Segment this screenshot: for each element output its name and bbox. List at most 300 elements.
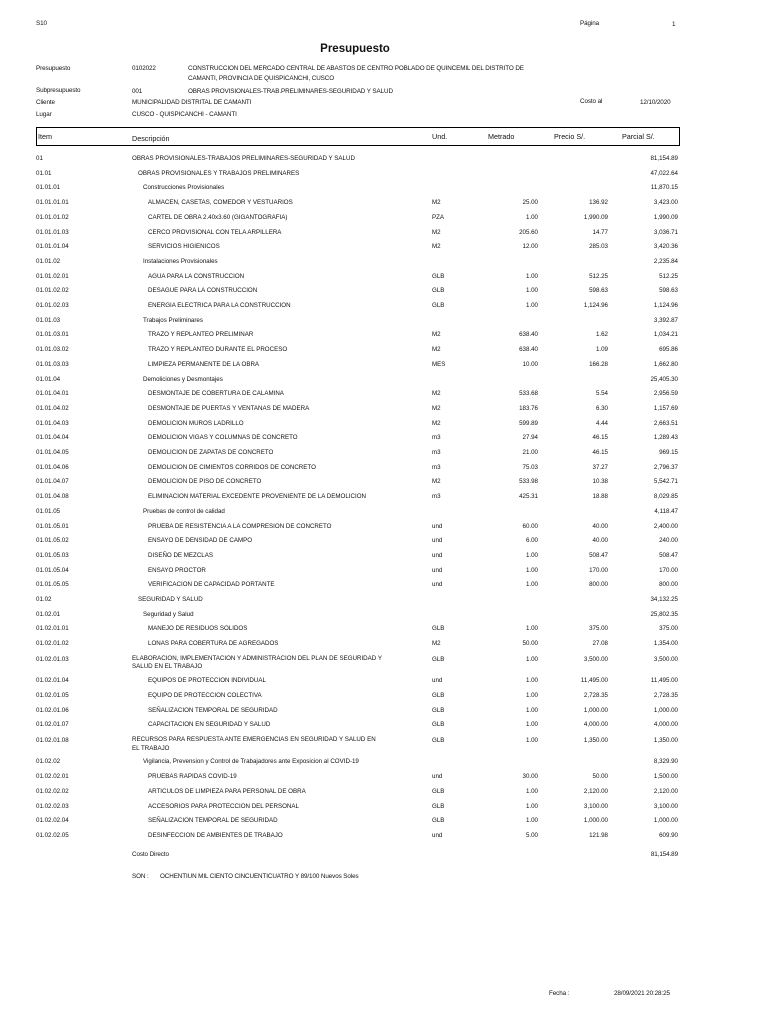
cell-parcial: 2,728.35 xyxy=(653,691,678,699)
cell-metrado: 1.00 xyxy=(525,551,538,559)
cell-item: 01.02.02.02 xyxy=(36,787,69,795)
cell-und: GLB xyxy=(432,737,445,744)
table-header-bottom-border xyxy=(36,145,680,146)
cell-metrado: 1.00 xyxy=(525,272,538,280)
cell-metrado: 183.76 xyxy=(519,404,538,412)
col-header-parcial: Parcial S/. xyxy=(622,132,655,141)
table-row xyxy=(0,677,768,692)
table-row xyxy=(0,567,768,582)
table-row xyxy=(0,273,768,288)
cell-parcial: 25,405.30 xyxy=(650,375,678,383)
son-label: SON : xyxy=(132,873,149,880)
cliente-value: MUNICIPALIDAD DISTRITAL DE CAMANTI xyxy=(132,99,252,106)
cell-und: M2 xyxy=(432,640,441,648)
cell-und: und xyxy=(432,581,443,589)
cell-metrado: 1.00 xyxy=(525,581,538,589)
cell-und: M2 xyxy=(432,331,441,339)
cell-und: und xyxy=(432,677,443,685)
cell-descripcion: ENSAYO DE DENSIDAD DE CAMPO xyxy=(148,537,253,545)
table-row xyxy=(0,736,768,751)
costo-directo-label: Costo Directo xyxy=(132,851,169,858)
cell-descripcion: TRAZO Y REPLANTEO DURANTE EL PROCESO xyxy=(148,346,288,354)
cell-parcial: 8,029.85 xyxy=(653,493,678,501)
table-row xyxy=(0,464,768,479)
cell-precio: 285.03 xyxy=(589,243,608,251)
cell-parcial: 2,796.37 xyxy=(653,463,678,471)
cell-item: 01.02.01.04 xyxy=(36,677,69,685)
cell-und: M2 xyxy=(432,478,441,486)
cell-precio: 6.30 xyxy=(595,404,608,412)
cell-item: 01.01.01 xyxy=(36,184,61,192)
fecha-value: 28/09/2021 20:28:25 xyxy=(614,990,670,997)
cell-precio: 18.88 xyxy=(592,493,608,501)
cell-und: GLB xyxy=(432,655,445,663)
subpresupuesto-label: Subpresupuesto xyxy=(36,87,81,94)
table-row xyxy=(0,640,768,655)
cell-item: 01 xyxy=(36,155,43,162)
cell-precio: 800.00 xyxy=(589,581,608,589)
cell-und: M2 xyxy=(432,390,441,398)
table-row xyxy=(0,229,768,244)
cell-descripcion: EQUIPO DE PROTECCION COLECTIVA xyxy=(148,691,262,699)
cell-und: und xyxy=(432,551,443,559)
table-row xyxy=(0,611,768,626)
fecha-label: Fecha : xyxy=(549,990,570,997)
cell-und: PZA xyxy=(432,213,445,221)
table-row xyxy=(0,508,768,523)
son-text: OCHENTIUN MIL CIENTO CINCUENTICUATRO Y 89/100 Nuevos Soles xyxy=(160,873,359,880)
cell-und: GLB xyxy=(432,721,445,729)
cell-und: und xyxy=(432,831,443,839)
cell-precio: 40.00 xyxy=(592,537,608,545)
cell-precio: 10.38 xyxy=(592,478,608,486)
cell-parcial: 512.25 xyxy=(659,272,678,280)
table-row xyxy=(0,707,768,722)
col-header-metrado: Metrado xyxy=(488,132,515,141)
presupuesto-label: Presupuesto xyxy=(36,65,71,72)
cell-item: 01.01.05.03 xyxy=(36,551,69,559)
table-row xyxy=(0,155,768,170)
cell-item: 01.02.02 xyxy=(36,758,61,766)
cell-parcial: 1,354.00 xyxy=(653,640,678,648)
cell-metrado: 10.00 xyxy=(522,360,538,368)
cell-metrado: 1.00 xyxy=(525,787,538,795)
cell-parcial: 34,132.25 xyxy=(650,596,678,603)
cell-descripcion: DEMOLICION MUROS LADRILLO xyxy=(148,419,244,427)
cell-und: M2 xyxy=(432,346,441,354)
cell-descripcion: OBRAS PROVISIONALES Y TRABAJOS PRELIMINARES xyxy=(138,169,300,177)
cell-parcial: 375.00 xyxy=(659,625,678,633)
cell-und: GLB xyxy=(432,691,445,699)
cell-item: 01.01.03.02 xyxy=(36,346,69,354)
page-label: Página xyxy=(580,20,600,27)
cell-item: 01.02.01.06 xyxy=(36,706,69,714)
cell-descripcion: RECURSOS PARA RESPUESTA ANTE EMERGENCIAS EN SEGURIDAD Y SALUD EN EL TRABAJO xyxy=(132,736,376,752)
page-number: 1 xyxy=(672,21,676,28)
table-row xyxy=(0,331,768,346)
table-row xyxy=(0,302,768,317)
cell-item: 01.01.02.02 xyxy=(36,287,69,295)
cell-item: 01.01.01.04 xyxy=(36,243,69,251)
cell-item: 01.02.01.03 xyxy=(36,655,69,663)
cell-precio: 166.28 xyxy=(589,360,608,368)
cell-item: 01.01.05.02 xyxy=(36,537,69,545)
cell-item: 01.01.04.07 xyxy=(36,478,69,486)
cell-parcial: 1,000.00 xyxy=(653,817,678,825)
cell-precio: 1,000.00 xyxy=(583,817,608,825)
table-row xyxy=(0,625,768,640)
cell-precio: 1,124.96 xyxy=(583,302,608,309)
cell-parcial: 2,120.00 xyxy=(653,787,678,795)
table-row xyxy=(0,817,768,832)
cell-und: M2 xyxy=(432,243,441,251)
cell-parcial: 2,400.00 xyxy=(653,522,678,530)
cell-descripcion: DESMONTAJE DE PUERTAS Y VENTANAS DE MADERA xyxy=(148,404,310,412)
presupuesto-code: 0102022 xyxy=(132,65,156,72)
table-row xyxy=(0,832,768,847)
cell-parcial: 1,157.69 xyxy=(653,404,678,412)
cell-parcial: 3,423.00 xyxy=(653,199,678,207)
cell-metrado: 638.40 xyxy=(519,346,538,354)
cell-descripcion: OBRAS PROVISIONALES-TRABAJOS PRELIMINARES-SEGURIDAD Y SALUD xyxy=(132,155,355,162)
cell-descripcion: ELABORACION, IMPLEMENTACION Y ADMINISTRACION DEL PLAN DE SEGURIDAD Y SALUD EN EL TRABAJO xyxy=(132,654,382,671)
col-header-descripcion: Descripción xyxy=(132,134,170,143)
cell-precio: 1,350.00 xyxy=(583,737,608,744)
page-title: Presupuesto xyxy=(320,43,390,55)
cell-item: 01.01.05.01 xyxy=(36,522,69,530)
cell-descripcion: ELIMINACION MATERIAL EXCEDENTE PROVENIENTE DE LA DEMOLICION xyxy=(148,493,366,501)
cell-parcial: 695.86 xyxy=(659,346,678,354)
cell-item: 01.01.01.03 xyxy=(36,228,69,236)
table-row xyxy=(0,199,768,214)
table-row xyxy=(0,376,768,391)
table-row xyxy=(0,405,768,420)
cell-parcial: 609.90 xyxy=(659,831,678,839)
presupuesto-desc-1: CONSTRUCCION DEL MERCADO CENTRAL DE ABASTOS DE CENTRO POBLADO DE QUINCEMIL DEL DISTRITO DE xyxy=(188,65,524,72)
cell-precio: 27.08 xyxy=(592,640,608,648)
cell-descripcion: ENERGIA ELECTRICA PARA LA CONSTRUCCION xyxy=(148,302,291,309)
cell-metrado: 1.00 xyxy=(525,213,538,221)
cell-und: und xyxy=(432,773,443,781)
cell-descripcion: Construcciones Provisionales xyxy=(143,184,225,192)
cell-parcial: 3,100.00 xyxy=(653,802,678,810)
table-row xyxy=(0,420,768,435)
cell-und: GLB xyxy=(432,706,445,714)
cell-parcial: 8,329.90 xyxy=(653,758,678,766)
cell-parcial: 25,802.35 xyxy=(650,610,678,618)
cell-metrado: 5.00 xyxy=(525,831,538,839)
cell-parcial: 1,500.00 xyxy=(653,773,678,781)
table-row xyxy=(0,184,768,199)
cell-item: 01.01.05.04 xyxy=(36,566,69,574)
cell-precio: 598.63 xyxy=(589,287,608,295)
cell-metrado: 50.00 xyxy=(522,640,538,648)
table-row xyxy=(0,721,768,736)
cell-descripcion: DEMOLICION DE PISO DE CONCRETO xyxy=(148,478,262,486)
cell-und: GLB xyxy=(432,817,445,825)
costo-directo-value: 81,154.89 xyxy=(650,851,678,858)
cell-item: 01.01.04.06 xyxy=(36,463,69,471)
cell-metrado: 205.60 xyxy=(519,228,538,236)
cell-und: GLB xyxy=(432,787,445,795)
cell-und: M2 xyxy=(432,199,441,207)
cell-descripcion: CERCO PROVISIONAL CON TELA ARPILLERA xyxy=(148,228,282,236)
cell-descripcion: DEMOLICION DE ZAPATAS DE CONCRETO xyxy=(148,449,274,456)
cell-parcial: 1,000.00 xyxy=(653,706,678,714)
table-row xyxy=(0,581,768,596)
cell-metrado: 1.00 xyxy=(525,287,538,295)
cell-item: 01.02.01.08 xyxy=(36,737,69,744)
cell-item: 01.02.02.01 xyxy=(36,773,69,781)
cell-item: 01.01 xyxy=(36,169,52,177)
cell-descripcion: LIMPIEZA PERMANENTE DE LA OBRA xyxy=(148,360,260,368)
cell-item: 01.01.04.04 xyxy=(36,434,69,442)
cell-metrado: 425.31 xyxy=(519,493,538,501)
cell-item: 01.01.03.01 xyxy=(36,331,69,339)
table-row xyxy=(0,478,768,493)
cell-descripcion: DEMOLICION DE CIMIENTOS CORRIDOS DE CONCRETO xyxy=(148,463,316,471)
cell-item: 01.01.04 xyxy=(36,375,61,383)
cell-parcial: 81,154.89 xyxy=(650,155,678,162)
cell-precio: 46.15 xyxy=(592,449,608,456)
cell-descripcion: Instalaciones Provisionales xyxy=(143,257,218,265)
cell-parcial: 11,495.00 xyxy=(650,677,678,685)
cell-descripcion: ACCESORIOS PARA PROTECCION DEL PERSONAL xyxy=(148,802,299,810)
cell-parcial: 1,662.80 xyxy=(653,360,678,368)
cell-und: GLB xyxy=(432,802,445,810)
cell-item: 01.01.05 xyxy=(36,507,61,515)
cell-precio: 508.47 xyxy=(589,551,608,559)
cell-precio: 40.00 xyxy=(592,522,608,530)
cell-descripcion: SEÑALIZACION TEMPORAL DE SEGURIDAD xyxy=(148,706,278,714)
table-row xyxy=(0,361,768,376)
cell-parcial: 2,956.59 xyxy=(653,390,678,398)
cell-metrado: 12.00 xyxy=(522,243,538,251)
cell-metrado: 1.00 xyxy=(525,817,538,825)
costo-al-label: Costo al xyxy=(580,98,603,105)
cell-parcial: 969.15 xyxy=(659,449,678,456)
cell-metrado: 533.98 xyxy=(519,478,538,486)
cell-precio: 375.00 xyxy=(589,625,608,633)
cell-precio: 512.25 xyxy=(589,272,608,280)
table-row xyxy=(0,346,768,361)
cell-precio: 1.62 xyxy=(595,331,608,339)
table-row xyxy=(0,788,768,803)
cell-precio: 1,000.00 xyxy=(583,706,608,714)
cell-item: 01.01.01.01 xyxy=(36,199,69,207)
table-row xyxy=(0,803,768,818)
cell-parcial: 11,870.15 xyxy=(650,184,678,192)
cell-metrado: 1.00 xyxy=(525,625,538,633)
cliente-label: Cliente xyxy=(36,99,55,106)
cell-descripcion: SEÑALIZACION TEMPORAL DE SEGURIDAD xyxy=(148,817,278,825)
table-row xyxy=(0,258,768,273)
cell-descripcion: CARTEL DE OBRA 2.40x3.60 (GIGANTOGRAFIA) xyxy=(148,213,288,221)
s10-label: S10 xyxy=(36,20,47,27)
col-header-item: Item xyxy=(38,132,52,141)
cell-parcial: 800.00 xyxy=(659,581,678,589)
cell-parcial: 1,034.21 xyxy=(653,331,678,339)
presupuesto-desc-2: CAMANTI, PROVINCIA DE QUISPICANCHI, CUSCO xyxy=(188,75,334,82)
cell-descripcion: EQUIPOS DE PROTECCION INDIVIDUAL xyxy=(148,677,266,685)
cell-metrado: 1.00 xyxy=(525,737,538,744)
table-row xyxy=(0,449,768,464)
cell-precio: 3,500.00 xyxy=(583,655,608,663)
cell-item: 01.01.04.01 xyxy=(36,390,69,398)
cell-item: 01.02.01.02 xyxy=(36,640,69,648)
cell-descripcion: Seguridad y Salud xyxy=(143,610,194,618)
table-row xyxy=(0,317,768,332)
cell-metrado: 1.00 xyxy=(525,302,538,309)
cell-parcial: 170.00 xyxy=(659,566,678,574)
table-row xyxy=(0,523,768,538)
cell-metrado: 1.00 xyxy=(525,677,538,685)
cell-item: 01.01.02.01 xyxy=(36,272,69,280)
cell-precio: 1,990.09 xyxy=(583,213,608,221)
costo-al-date: 12/10/2020 xyxy=(640,99,671,106)
cell-parcial: 1,350.00 xyxy=(653,737,678,744)
cell-item: 01.01.04.08 xyxy=(36,493,69,501)
cell-item: 01.01.04.03 xyxy=(36,419,69,427)
table-row xyxy=(0,170,768,185)
table-row xyxy=(0,758,768,773)
cell-und: MES xyxy=(432,360,446,368)
cell-item: 01.01.02.03 xyxy=(36,302,69,309)
cell-precio: 4,000.00 xyxy=(583,721,608,729)
cell-parcial: 3,420.36 xyxy=(653,243,678,251)
lugar-value: CUSCO - QUISPICANCHI - CAMANTI xyxy=(132,111,237,118)
table-header-left-border xyxy=(36,127,37,145)
cell-und: GLB xyxy=(432,287,445,295)
cell-und: und xyxy=(432,522,443,530)
cell-und: m3 xyxy=(432,434,441,442)
table-row xyxy=(0,596,768,611)
table-row xyxy=(0,773,768,788)
cell-metrado: 1.00 xyxy=(525,655,538,663)
cell-und: GLB xyxy=(432,302,445,309)
table-row xyxy=(0,434,768,449)
cell-descripcion: LONAS PARA COBERTURA DE AGREGADOS xyxy=(148,640,279,648)
cell-metrado: 6.00 xyxy=(525,537,538,545)
cell-metrado: 30.00 xyxy=(522,773,538,781)
table-header-top-border xyxy=(36,127,680,128)
cell-item: 01.02.02.04 xyxy=(36,817,69,825)
cell-item: 01.02.01.07 xyxy=(36,721,69,729)
cell-item: 01.01.05.05 xyxy=(36,581,69,589)
cell-parcial: 3,500.00 xyxy=(653,655,678,663)
cell-item: 01.02.01.01 xyxy=(36,625,69,633)
cell-item: 01.01.03.03 xyxy=(36,360,69,368)
cell-parcial: 47,022.64 xyxy=(650,169,678,177)
cell-item: 01.01.02 xyxy=(36,257,61,265)
table-row xyxy=(0,537,768,552)
cell-parcial: 1,289.43 xyxy=(653,434,678,442)
cell-parcial: 598.63 xyxy=(659,287,678,295)
cell-und: GLB xyxy=(432,272,445,280)
subpresupuesto-code: 001 xyxy=(132,88,143,95)
cell-und: und xyxy=(432,566,443,574)
cell-precio: 5.54 xyxy=(595,390,608,398)
cell-precio: 46.15 xyxy=(592,434,608,442)
cell-descripcion: DESAGUE PARA LA CONSTRUCCION xyxy=(148,287,258,295)
cell-metrado: 21.00 xyxy=(522,449,538,456)
table-row xyxy=(0,390,768,405)
cell-precio: 121.98 xyxy=(589,831,608,839)
cell-precio: 3,100.00 xyxy=(583,802,608,810)
cell-und: GLB xyxy=(432,625,445,633)
cell-item: 01.02 xyxy=(36,596,52,603)
cell-descripcion: ALMACEN, CASETAS, COMEDOR Y VESTUARIOS xyxy=(148,199,293,207)
table-row xyxy=(0,655,768,670)
table-row xyxy=(0,552,768,567)
cell-metrado: 25.00 xyxy=(522,199,538,207)
cell-descripcion: AGUA PARA LA CONSTRUCCION xyxy=(148,272,245,280)
cell-item: 01.01.04.02 xyxy=(36,404,69,412)
table-row xyxy=(0,214,768,229)
cell-descripcion: DEMOLICION VIGAS Y COLUMNAS DE CONCRETO xyxy=(148,434,298,442)
cell-metrado: 1.00 xyxy=(525,691,538,699)
cell-item: 01.01.04.05 xyxy=(36,449,69,456)
cell-parcial: 3,392.87 xyxy=(653,316,678,324)
cell-item: 01.02.02.03 xyxy=(36,802,69,810)
cell-descripcion: PRUEBAS RAPIDAS COVID-19 xyxy=(148,773,237,781)
cell-parcial: 4,118.47 xyxy=(654,507,678,515)
cell-parcial: 5,542.71 xyxy=(653,478,678,486)
lugar-label: Lugar xyxy=(36,111,52,118)
cell-descripcion: ARTICULOS DE LIMPIEZA PARA PERSONAL DE OBRA xyxy=(148,787,306,795)
cell-descripcion: TRAZO Y REPLANTEO PRELIMINAR xyxy=(148,331,254,339)
cell-metrado: 1.00 xyxy=(525,566,538,574)
cell-precio: 14.77 xyxy=(592,228,608,236)
table-row xyxy=(0,243,768,258)
table-row xyxy=(0,287,768,302)
cell-parcial: 2,663.51 xyxy=(653,419,678,427)
col-header-precio: Precio S/. xyxy=(554,132,586,141)
cell-descripcion: PRUEBA DE RESISTENCIA A LA COMPRESION DE CONCRETO xyxy=(148,522,332,530)
cell-descripcion: Pruebas de control de calidad xyxy=(143,507,225,515)
cell-precio: 1.09 xyxy=(595,346,608,354)
cell-precio: 4.44 xyxy=(595,419,608,427)
table-header-right-border xyxy=(679,127,680,145)
cell-metrado: 1.00 xyxy=(525,721,538,729)
cell-metrado: 599.89 xyxy=(519,419,538,427)
cell-und: m3 xyxy=(432,493,441,501)
cell-parcial: 1,124.96 xyxy=(653,302,678,309)
cell-parcial: 4,000.00 xyxy=(653,721,678,729)
cell-item: 01.02.01 xyxy=(36,610,61,618)
cell-parcial: 2,235.84 xyxy=(653,257,678,265)
cell-metrado: 638.40 xyxy=(519,331,538,339)
cell-precio: 2,728.35 xyxy=(583,691,608,699)
cell-und: M2 xyxy=(432,419,441,427)
cell-descripcion: CAPACITACION EN SEGURIDAD Y SALUD xyxy=(148,721,271,729)
cell-und: und xyxy=(432,537,443,545)
cell-precio: 37.27 xyxy=(592,463,608,471)
cell-descripcion: VERIFICACION DE CAPACIDAD PORTANTE xyxy=(148,581,275,589)
table-row xyxy=(0,692,768,707)
cell-precio: 2,120.00 xyxy=(583,787,608,795)
cell-precio: 50.00 xyxy=(592,773,608,781)
cell-metrado: 533.68 xyxy=(519,390,538,398)
cell-item: 01.01.01.02 xyxy=(36,213,69,221)
col-header-und: Und. xyxy=(432,132,448,141)
cell-metrado: 1.00 xyxy=(525,706,538,714)
cell-parcial: 240.00 xyxy=(659,537,678,545)
cell-item: 01.02.01.05 xyxy=(36,691,69,699)
cell-descripcion: Trabajos Preliminares xyxy=(143,316,203,324)
cell-descripcion: MANEJO DE RESIDUOS SOLIDOS xyxy=(148,625,248,633)
table-row xyxy=(0,493,768,508)
